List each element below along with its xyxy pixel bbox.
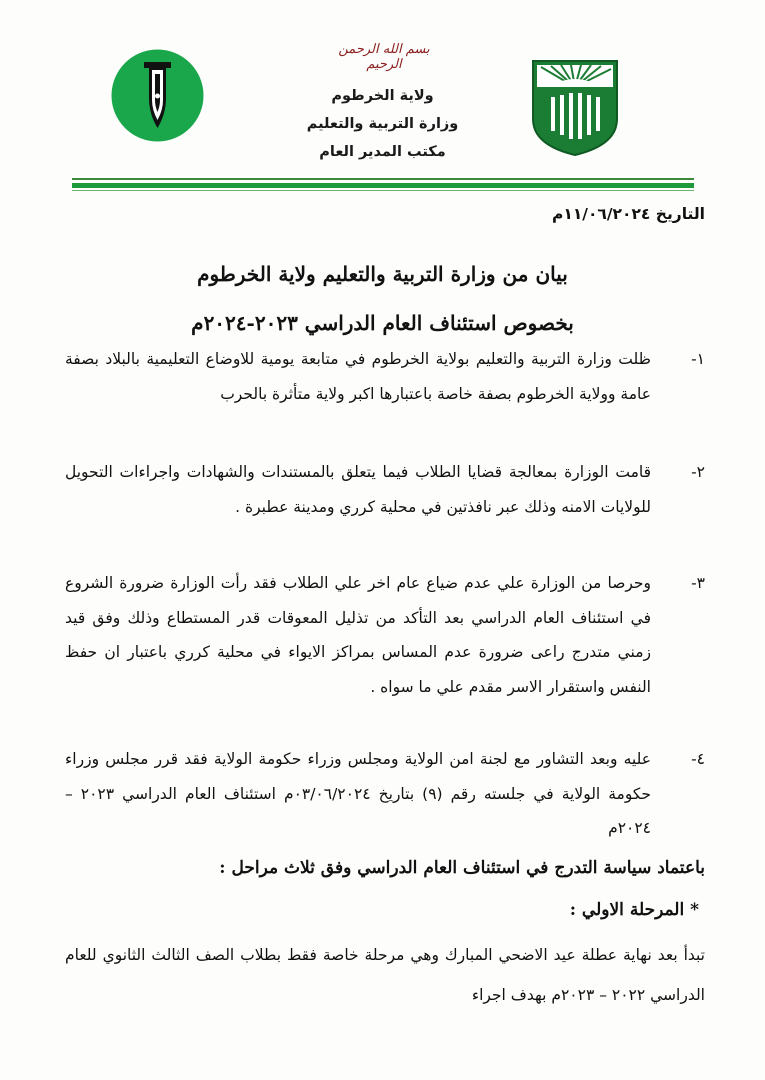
item-text: وحرصا من الوزارة علي عدم ضياع عام اخر علي الطلاب فقد رأت الوزارة ضرورة الشروع في استئناف العام الدراسي بعد التأكد من تذليل المعوقات قدر المستطاع وذلك وفق قيد زمني متدرج راعى ضرورة عدم المساس بمراكز الايواء في محلية كرري باعتبار ان حفظ النفس واستقرار الاسر مقدم علي ما سواه . xyxy=(65,574,651,696)
list-item xyxy=(65,742,705,846)
basmala: بسم الله الرحمن الرحيم xyxy=(338,42,430,72)
item-number: ٣- xyxy=(691,574,705,592)
letterhead-office: مكتب المدير العام xyxy=(319,144,446,160)
document-date: التاريخ ١١/٠٦/٢٠٢٤م xyxy=(552,205,705,223)
item-number: ٢- xyxy=(691,463,705,481)
letterhead-state: ولاية الخرطوم xyxy=(331,88,434,104)
list-item xyxy=(65,566,705,704)
item-text: عليه وبعد التشاور مع لجنة امن الولاية ومجلس وزراء حكومة الولاية فقد قرر مجلس وزراء حكومة الولاية في جلسته رقم (٩) بتاريخ ٠٣/٠٦/٢٠٢٤م استئناف العام الدراسي ٢٠٢٣ – ٢٠٢٤م xyxy=(65,750,652,837)
phase-one-heading: * المرحلة الاولي : xyxy=(569,900,699,920)
pen-nib-emblem-icon xyxy=(110,48,205,143)
item-text: قامت الوزارة بمعالجة قضايا الطلاب فيما يتعلق بالمستندات والشهادات واجراءات التحويل للولايات الامنه وذلك عبر نافذتين في محلية كرري ومدينة عطبرة . xyxy=(65,463,651,516)
header-rule xyxy=(72,183,694,188)
header-rule xyxy=(72,178,694,180)
list-item xyxy=(65,342,705,411)
statement-title: بيان من وزارة التربية والتعليم ولاية الخرطوم xyxy=(197,262,568,286)
item-number: ٤- xyxy=(691,750,705,768)
letterhead-ministry: وزارة التربية والتعليم xyxy=(306,116,459,132)
statement-subject: بخصوص استئناف العام الدراسي ٢٠٢٣-٢٠٢٤م xyxy=(191,311,574,335)
item-number: ١- xyxy=(691,350,705,368)
header-rule xyxy=(72,190,694,191)
item-text: ظلت وزارة التربية والتعليم بولاية الخرطوم في متابعة يومية للاوضاع التعليمية بالبلاد بصفة عامة وولاية الخرطوم بصفة خاصة باعتبارها اكبر ولاية متأثرة بالحرب xyxy=(65,350,651,403)
phase-one-text: تبدأ بعد نهاية عطلة عيد الاضحي المبارك وهي مرحلة خاصة فقط بطلاب الصف الثالث الثانوي للعام الدراسي ٢٠٢٢ – ٢٠٢٣م بهدف اجراء xyxy=(65,946,705,1004)
policy-heading: باعتماد سياسة التدرج في استئناف العام الدراسي وفق ثلاث مراحل : xyxy=(219,858,705,878)
list-item xyxy=(65,455,705,524)
